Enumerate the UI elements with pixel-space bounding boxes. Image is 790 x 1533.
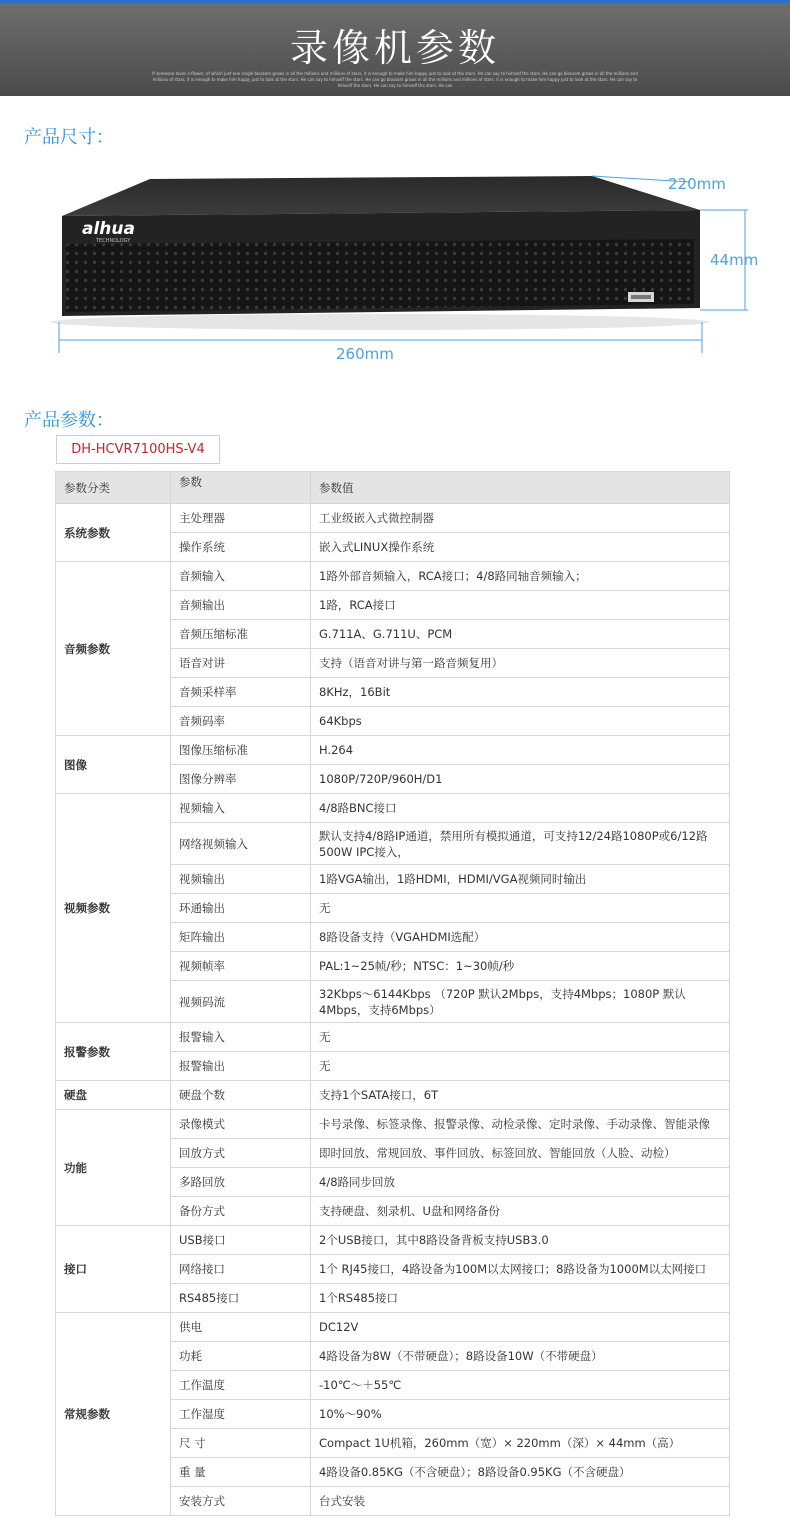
parameter-cell: 矩阵输出	[171, 923, 311, 952]
parameter-cell: 回放方式	[171, 1139, 311, 1168]
table-row	[56, 1110, 730, 1139]
value-cell: 4路设备0.85KG（不含硬盘）；8路设备0.95KG（不含硬盘）	[311, 1458, 730, 1487]
parameter-cell: 视频帧率	[171, 952, 311, 981]
value-cell: 64Kbps	[311, 707, 730, 736]
brand-logo: alhua	[82, 219, 135, 239]
parameter-cell: 安装方式	[171, 1487, 311, 1516]
spec-table	[55, 471, 730, 1516]
parameter-cell: 操作系统	[171, 533, 311, 562]
value-cell: 无	[311, 1023, 730, 1052]
value-cell: 1路VGA输出，1路HDMI，HDMI/VGA视频同时输出	[311, 865, 730, 894]
parameter-cell: 音频输出	[171, 591, 311, 620]
value-cell: 8KHz，16Bit	[311, 678, 730, 707]
parameter-cell: 语音对讲	[171, 649, 311, 678]
parameter-cell: 工作温度	[171, 1371, 311, 1400]
table-header-row	[56, 472, 730, 504]
parameter-cell: 硬盘个数	[171, 1081, 311, 1110]
value-cell: 无	[311, 894, 730, 923]
value-cell: 卡号录像、标签录像、报警录像、动检录像、定时录像、手动录像、智能录像	[311, 1110, 730, 1139]
parameter-cell: 网络接口	[171, 1255, 311, 1284]
value-cell: 1路，RCA接口	[311, 591, 730, 620]
value-cell: 无	[311, 1052, 730, 1081]
width-dimension-label: 260mm	[336, 345, 394, 363]
parameter-cell: 功耗	[171, 1342, 311, 1371]
parameter-cell: 主处理器	[171, 504, 311, 533]
table-row	[56, 504, 730, 533]
category-cell: 功能	[56, 1110, 171, 1226]
parameter-cell: 音频码率	[171, 707, 311, 736]
value-cell: G.711A、G.711U、PCM	[311, 620, 730, 649]
category-cell: 音频参数	[56, 562, 171, 736]
params-section-title: 产品参数：	[24, 410, 114, 431]
header-parameter: 参数	[171, 472, 311, 504]
value-cell: 2个USB接口，其中8路设备背板支持USB3.0	[311, 1226, 730, 1255]
header-category: 参数分类	[56, 472, 171, 504]
parameter-cell: 多路回放	[171, 1168, 311, 1197]
table-row	[56, 794, 730, 823]
value-cell: -10℃～＋55℃	[311, 1371, 730, 1400]
value-cell: 默认支持4/8路IP通道，禁用所有模拟通道，可支持12/24路1080P或6/12路500W IPC接入，	[311, 823, 730, 865]
table-row	[56, 1081, 730, 1110]
value-cell: 4路设备为8W（不带硬盘）；8路设备10W（不带硬盘）	[311, 1342, 730, 1371]
category-cell: 常规参数	[56, 1313, 171, 1516]
spec-table-body	[56, 504, 730, 1516]
parameter-cell: 图像压缩标准	[171, 736, 311, 765]
parameter-cell: 工作湿度	[171, 1400, 311, 1429]
value-cell: 台式安装	[311, 1487, 730, 1516]
parameter-cell: 重 量	[171, 1458, 311, 1487]
parameter-cell: 环通输出	[171, 894, 311, 923]
parameter-cell: 供电	[171, 1313, 311, 1342]
parameter-cell: USB接口	[171, 1226, 311, 1255]
parameter-cell: RS485接口	[171, 1284, 311, 1313]
value-cell: 支持（语音对讲与第一路音频复用）	[311, 649, 730, 678]
parameter-cell: 音频输入	[171, 562, 311, 591]
parameter-cell: 视频码流	[171, 981, 311, 1023]
value-cell: 1个RS485接口	[311, 1284, 730, 1313]
value-cell: DC12V	[311, 1313, 730, 1342]
parameter-cell: 录像模式	[171, 1110, 311, 1139]
parameter-cell: 视频输入	[171, 794, 311, 823]
category-cell: 系统参数	[56, 504, 171, 562]
dimensions-section-title: 产品尺寸：	[24, 127, 114, 148]
parameter-cell: 报警输入	[171, 1023, 311, 1052]
header-banner	[0, 0, 790, 96]
table-row	[56, 1023, 730, 1052]
value-cell: PAL:1~25帧/秒；NTSC：1~30帧/秒	[311, 952, 730, 981]
value-cell: 4/8路同步回放	[311, 1168, 730, 1197]
table-row	[56, 562, 730, 591]
value-cell: 8路设备支持（VGAHDMI选配）	[311, 923, 730, 952]
value-cell: 1个 RJ45接口，4路设备为100M以太网接口；8路设备为1000M以太网接口	[311, 1255, 730, 1284]
header-value: 参数值	[311, 472, 730, 504]
value-cell: 嵌入式LINUX操作系统	[311, 533, 730, 562]
parameter-cell: 视频输出	[171, 865, 311, 894]
banner-subtitle: If someone loves a flower, of which just one single blossom grows in all the millions and millions of stars, it is enough to make him happy just to look at the stars. He can say to himself the stars. He can go blossom grows in all the millions and millions of stars, it is enough to make him happy just to look at the stars. He can say to himself the stars. He can go blossom grows in all the millions and millions of stars. it is enough to make him happy just to look at the stars. He can say to himself the stars. He can say to himself the stars. He can	[152, 71, 638, 88]
parameter-cell: 图像分辨率	[171, 765, 311, 794]
value-cell: 支持硬盘、刻录机、U盘和网络备份	[311, 1197, 730, 1226]
table-row	[56, 736, 730, 765]
value-cell: H.264	[311, 736, 730, 765]
value-cell: 1080P/720P/960H/D1	[311, 765, 730, 794]
value-cell: 10%～90%	[311, 1400, 730, 1429]
value-cell: Compact 1U机箱，260mm（宽）× 220mm（深）× 44mm（高）	[311, 1429, 730, 1458]
parameter-cell: 音频压缩标准	[171, 620, 311, 649]
table-row	[56, 1226, 730, 1255]
device-illustration	[0, 150, 790, 380]
value-cell: 32Kbps～6144Kbps （720P 默认2Mbps，支持4Mbps；1080P 默认4Mbps，支持6Mbps）	[311, 981, 730, 1023]
category-cell: 硬盘	[56, 1081, 171, 1110]
category-cell: 报警参数	[56, 1023, 171, 1081]
parameter-cell: 尺 寸	[171, 1429, 311, 1458]
model-number: DH-HCVR7100HS-V4	[56, 435, 220, 464]
value-cell: 支持1个SATA接口，6T	[311, 1081, 730, 1110]
parameter-cell: 音频采样率	[171, 678, 311, 707]
depth-dimension-label: 220mm	[668, 175, 726, 193]
value-cell: 1路外部音频输入，RCA接口；4/8路同轴音频输入；	[311, 562, 730, 591]
parameter-cell: 报警输出	[171, 1052, 311, 1081]
category-cell: 图像	[56, 736, 171, 794]
value-cell: 即时回放、常规回放、事件回放、标签回放、智能回放（人脸、动检）	[311, 1139, 730, 1168]
brand-logo-sub: TECHNOLOGY	[96, 238, 131, 244]
page-title: 录像机参数	[289, 26, 500, 70]
parameter-cell: 网络视频输入	[171, 823, 311, 865]
parameter-cell: 备份方式	[171, 1197, 311, 1226]
table-row	[56, 1313, 730, 1342]
height-dimension-label: 44mm	[710, 251, 759, 269]
category-cell: 接口	[56, 1226, 171, 1313]
value-cell: 工业级嵌入式微控制器	[311, 504, 730, 533]
value-cell: 4/8路BNC接口	[311, 794, 730, 823]
category-cell: 视频参数	[56, 794, 171, 1023]
